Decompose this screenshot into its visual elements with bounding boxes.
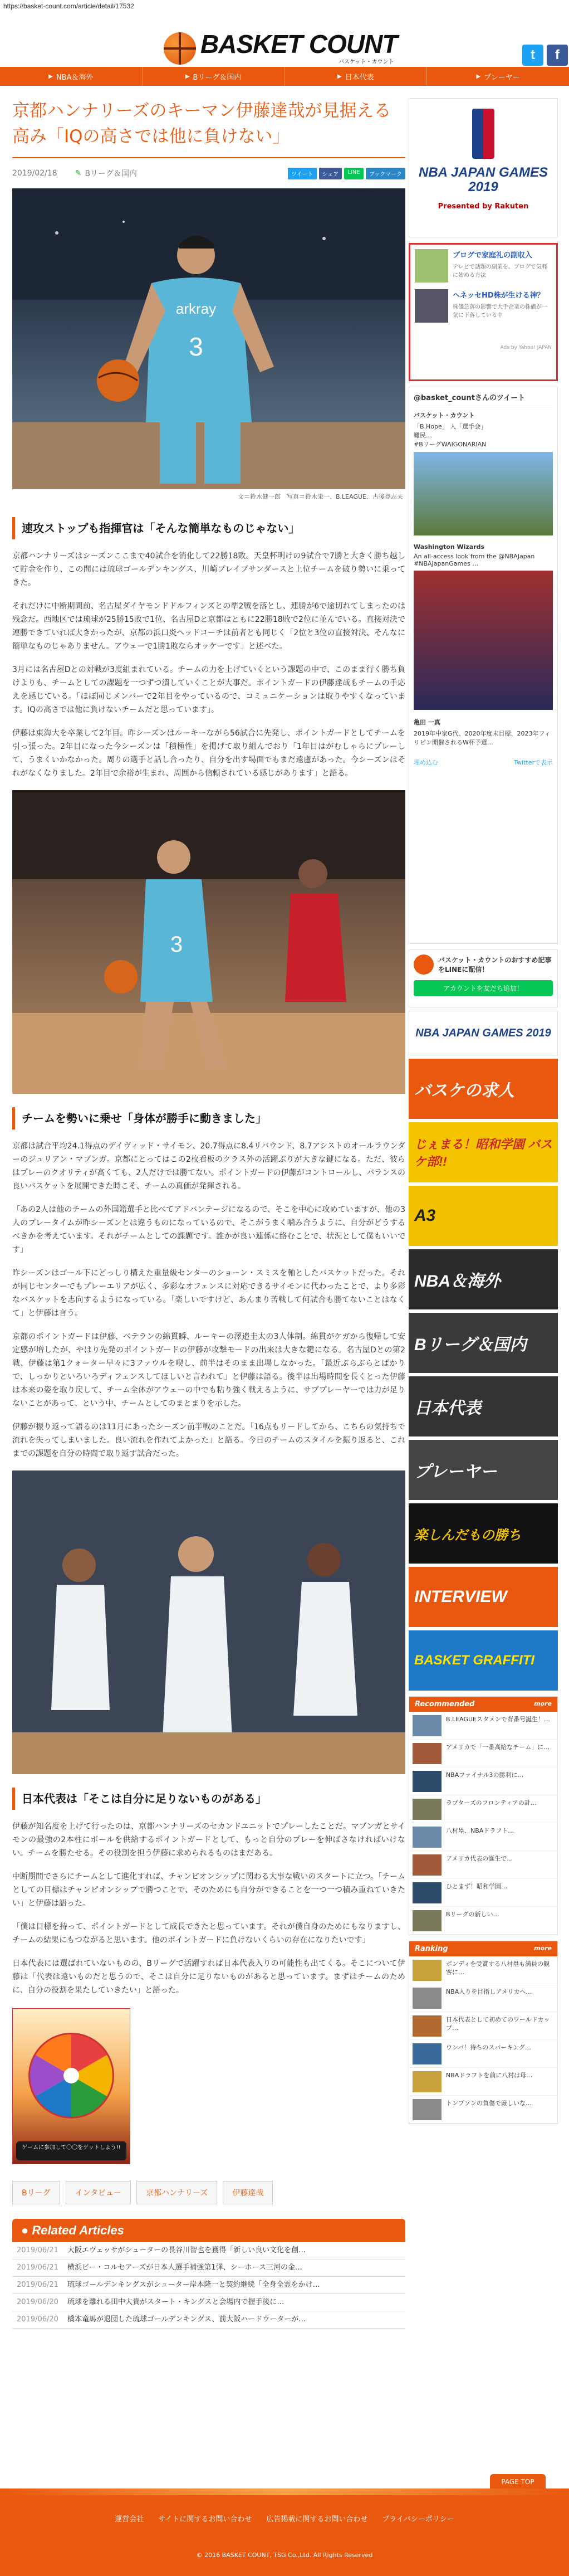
section-heading-3: 日本代表は「そこは自分に足りないものがある」 bbox=[12, 1788, 405, 1810]
copyright: © 2016 BASKET COUNT, TSG Co.,Ltd. All Rights Reserved bbox=[196, 2551, 373, 2559]
paragraph: 日本代表には選ばれていないものの、Bリーグで活躍すれば日本代表入りの可能性も出てくる。そこについて伊藤は「代表は遠いものだと思うので、そこは自分に足りないものがあると思っています。まずはチームのために、自分の役割を果たしていきたい」と語った。 bbox=[12, 1959, 405, 1995]
paragraph: 伊藤が振り返って語るのは11月にあったシーズン前半戦のことだ。「16点もリードしてから、こちらの気持ちで流れを失ってしまいました。良い流れを作れてよかった」と語る。今日のチームのスタイルを振り返ると、これまでの課題を自分の時間で取り返す試合だった。 bbox=[12, 1423, 405, 1458]
paragraph: 「あの2人は他のチームの外国籍選手と比べてアドバンテージになるので、そこを中心に攻めていますが、他の3人のプレータイムが昨シーズンとは違うものになっているので、そこがうまく噛み合うように、自分がどうするべきかを考えています。それがチームとしての課題です。誰かが良い連係に絡むことで、状況として僕もいいです」 bbox=[12, 1205, 405, 1254]
sidebar-list-item[interactable]: 日本代表として初めてのワールドカップ… bbox=[409, 2012, 557, 2040]
paragraph: 中断期間でさらにチームとして進化すれば、チャンピオンシップに関わる大事な戦いのスタートに立つ。「チームとしての目標はチャンピオンシップで勝つことで、そのためにも自分ができることを一つ一つ積み重ねていきたい」と伊藤は語った。 bbox=[12, 1872, 405, 1908]
nba-overseas-banner[interactable]: NBA＆海外 bbox=[409, 1249, 558, 1309]
related-item[interactable]: 2019/06/20 橋本竜馬が退団した琉球ゴールデンキングス、前大阪ハードウーターが… bbox=[12, 2311, 405, 2329]
sidebar-list-item[interactable]: NBA入りを目指しアメリカへ… bbox=[409, 1984, 557, 2012]
thumbnail bbox=[413, 1882, 442, 1903]
paragraph: 伊藤が知名度を上げて行ったのは、京都ハンナリーズのセカンドユニットでプレーしたことだ。マブンガとサイモンの最強の2本柱にボールを供給するポイントガードとして、もっと自分のプレーを伸ばさなければいけない。チームを勝たせる。その役割を担う伊藤に求められるものはまだある。 bbox=[12, 1822, 405, 1858]
share-line[interactable]: LINE bbox=[344, 168, 363, 179]
paragraph: 「僕は目標を持って、ポイントガードとして成長できたと思っています。それが僕自身のためにもなりますし、チームの結果にもつながると思います。他のポイントガードに負けないくらいの存在になりたいです」 bbox=[12, 1922, 405, 1945]
roulette-wheel-icon bbox=[13, 2009, 130, 2164]
paragraph: 京都は試合平均24.1得点のデイヴィッド・サイモン、20.7得点に8.4リバウンド、8.7アシストのオールラウンダーのジュリアン・マブンガ。京都にとってはこの2枚看板のクラス外の活躍ぶりが大きな鍵になる。ただ、彼らはプレーのクオリティが高くても、2人だけでは勝てない。ポイントガードの伊藤がコントロールし、バランスの良いバスケットを展開できた時こそ、チームの真価が発揮される。 bbox=[12, 1142, 405, 1191]
tweet[interactable]: Washington Wizards An all-access look from the @NBAJapan #NBAJapanGames … bbox=[414, 543, 553, 710]
page-top-button[interactable]: PAGE TOP bbox=[490, 2474, 546, 2490]
nba-logo-icon bbox=[472, 109, 494, 159]
jersey-sponsor: arkray bbox=[175, 300, 217, 317]
article bbox=[12, 98, 405, 2329]
tag[interactable]: インタビュー bbox=[66, 2181, 131, 2204]
triangle-icon: ▶ bbox=[48, 73, 53, 80]
thumbnail bbox=[413, 1799, 442, 1820]
tag[interactable]: 京都ハンナリーズ bbox=[136, 2181, 217, 2204]
paragraph: 伊藤は東海大を卒業して2年目。昨シーズンはルーキーながら56試合に先発し、ポイントガードとしてチームを引っ張った。2年目になった今シーズンは「積極性」を掲げて取り組んでおり「1年目はがむしゃらにプレーして、うまくいかなかった。周りの選手と話し合ったり、自分を出す場面でもまだ遠慮があった。今シーズンはそれがなくなりました。2年目で余裕が生まれ、周囲から信頼されている感じがあります」と語る。 bbox=[12, 729, 405, 778]
basketball-icon bbox=[164, 32, 196, 65]
share-tweet[interactable]: ツイート bbox=[288, 168, 317, 179]
sidebar-list-item[interactable]: ボンディを受賞する八村塁も満員の観客に… bbox=[409, 1956, 557, 1984]
sidebar-list-item[interactable]: アメリカ代表の誕生で… bbox=[409, 1851, 557, 1879]
triangle-icon: ▶ bbox=[337, 73, 342, 80]
thumbnail bbox=[413, 1715, 442, 1736]
interview-banner[interactable]: INTERVIEW bbox=[409, 1567, 558, 1627]
game-action-illustration bbox=[12, 790, 405, 1094]
showa-banner[interactable]: じぇまる！昭和学園 バスケ部!! bbox=[409, 1122, 558, 1182]
nav-japan[interactable]: ▶ 日本代表 bbox=[285, 67, 428, 86]
share-facebook[interactable]: シェア bbox=[319, 168, 342, 179]
sidebar-list-item[interactable]: Bリーグの新しい… bbox=[409, 1907, 557, 1935]
thumbnail bbox=[413, 2071, 442, 2092]
basketball-icon bbox=[414, 955, 434, 975]
triangle-icon: ▶ bbox=[476, 73, 481, 80]
team-huddle-illustration bbox=[12, 1470, 405, 1774]
ad-text: ゲームに参加して〇〇をゲットしよう!! bbox=[22, 2145, 121, 2151]
sidebar-list-item[interactable]: NBAファイナル3の勝利に… bbox=[409, 1767, 557, 1795]
recommended-list bbox=[409, 1712, 557, 1935]
sidebar-list-item[interactable]: ひとまず！昭和学園… bbox=[409, 1879, 557, 1907]
sidebar-list-item[interactable]: ウンパ！待ちのスパーキング… bbox=[409, 2040, 557, 2068]
japan-team-banner[interactable]: 日本代表 bbox=[409, 1376, 558, 1436]
tweet-image bbox=[414, 452, 553, 535]
sidebar-list-item[interactable]: トンプソンの負傷で厳しいな… bbox=[409, 2096, 557, 2124]
article-meta bbox=[12, 158, 405, 188]
bleague-banner[interactable]: Bリーグ＆国内 bbox=[409, 1313, 558, 1373]
tag[interactable]: Bリーグ bbox=[12, 2181, 60, 2204]
jersey-number: 3 bbox=[189, 332, 203, 361]
player-illustration bbox=[12, 188, 405, 489]
twitter-icon[interactable]: t bbox=[522, 45, 543, 66]
photo-caption: 文＝鈴木健一郎 写真＝鈴木栄一、B.LEAGUE、古後登志夫 bbox=[238, 493, 403, 500]
sidebar-list-item[interactable]: ラプターズのフロンティアの計… bbox=[409, 1795, 557, 1823]
nav-players[interactable]: ▶ プレーヤー bbox=[476, 73, 520, 82]
main-nav bbox=[0, 67, 569, 86]
footer-link[interactable]: 広告掲載に関するお問い合わせ bbox=[266, 2515, 368, 2524]
paragraph: それだけに中断期間前、名古屋ダイヤモンドドルフィンズとの準2戦を落とし、連勝が6で途切れてしまったのは残念だ。西地区では琉球が25勝15敗で1位、名古屋Dと京都はともに22勝18敗で2位に並んでいる。直接対決で連勝できていれば大きかったが、京都の浜口炎ヘッドコーチは前者とも同じく「2位と3位の直接対決、そんなに簡単なものじゃありません。アウェーで1勝1敗ならオッケーです」と述べた。 bbox=[12, 602, 405, 651]
thumbnail bbox=[413, 1771, 442, 1792]
brand-sub: バスケット・カウント bbox=[338, 59, 394, 65]
tag-list bbox=[12, 2181, 405, 2204]
site-header bbox=[0, 12, 569, 67]
recommended-box: Recommended more B.LEAGUEスタメンで背番号誕生！… アメリカで「一番高給なチーム」に… NBAファイナル3の勝利に… ラプターズのフロンティアの計… 八村塁、NBAドラフト… アメリカ代表の誕生で… ひとまず！昭和学園… Bリーグの新しい… bbox=[409, 1696, 558, 1935]
more-link[interactable]: more bbox=[534, 1700, 552, 1707]
thumbnail bbox=[413, 1854, 442, 1876]
related-item[interactable]: 2019/06/21 琉球ゴールデンキングスがシューター岸本隆一と契約継続「全身全霊をかけ… bbox=[12, 2277, 405, 2294]
footer-decoration bbox=[0, 2489, 569, 2495]
svg-text:3: 3 bbox=[170, 932, 183, 957]
embed-link[interactable]: 埋め込む bbox=[414, 759, 438, 766]
article-photo-3 bbox=[12, 1470, 405, 1774]
share-bookmark[interactable]: ブックマーク bbox=[366, 168, 405, 179]
facebook-icon[interactable]: f bbox=[547, 45, 568, 66]
a3-banner[interactable]: A3 bbox=[409, 1186, 558, 1246]
tweet-image bbox=[414, 571, 553, 710]
related-item[interactable]: 2019/06/21 横浜ビー・コルセアーズが日本人選手補強第1弾、シーホース三河の金… bbox=[12, 2260, 405, 2277]
footer-link[interactable]: 運営会社 bbox=[115, 2515, 144, 2524]
fun-banner[interactable]: 楽しんだもの勝ち bbox=[409, 1503, 558, 1564]
site-logo[interactable] bbox=[164, 31, 397, 65]
footer-link[interactable]: プライバシーポリシー bbox=[382, 2515, 454, 2524]
ad-item[interactable]: ブログで家庭礼の副収入 テレビで話題の副業を、ブログで気軽に始める方法 bbox=[415, 249, 552, 283]
ranking-box: Ranking more ボンディを受賞する八村塁も満員の観客に… NBA入りを目指しアメリカへ… 日本代表として初めてのワールドカップ… ウンパ！待ちのスパーキング… NBAドラフトを前に八村は母… トンプソンの負傷で厳しいな… bbox=[409, 1941, 558, 2124]
pen-icon: ✎ bbox=[75, 169, 82, 178]
paragraph: 京都のポイントガードは伊藤、ベテランの綿貫瞬、ルーキーの澤邉圭太の3人体制。綿貫がケガから復帰して安定感が増したが、やはり先発のポイントガードの伊藤が攻撃モードの出来は大きな鍵になる。名古屋Dとの第2戦、伊藤は第1クォーター早々に3ファウルを喫し、前半はそのまま出場しなかった。「最近ぶらぶらとばかりで、しっかりといろいろディフェンスしてほしいと言われて」と伊藤は語る。後半は出場時間を長くとった伊藤は本来の姿を取り戻して、チーム全体がアウェーの中でも粘り強く戦えるように、サブプレーヤーでは力が足りないことがあって、という中、チームとしてのまとまりを示した。 bbox=[12, 1332, 405, 1408]
nav-nba[interactable]: ▶ NBA＆海外 bbox=[0, 67, 143, 86]
sidebar-list-item[interactable]: アメリカで「一番高給なチーム」に… bbox=[409, 1740, 557, 1767]
article-date: 2019/02/18 bbox=[12, 169, 57, 178]
related-list bbox=[12, 2242, 405, 2329]
article-photo-2 bbox=[12, 790, 405, 1094]
basketball-icon: ● bbox=[21, 2223, 29, 2237]
sidebar bbox=[409, 98, 558, 2124]
thumbnail bbox=[413, 1743, 442, 1764]
article-category[interactable]: ✎ Bリーグ＆国内 bbox=[75, 169, 138, 178]
thumbnail bbox=[413, 2015, 442, 2037]
sidebar-list-item[interactable]: B.LEAGUEスタメンで背番号誕生！… bbox=[409, 1712, 557, 1740]
thumbnail bbox=[413, 1827, 442, 1848]
footer-link[interactable]: サイトに関するお問い合わせ bbox=[158, 2515, 252, 2524]
sidebar-list-item[interactable]: NBAドラフトを前に八村は母… bbox=[409, 2068, 557, 2096]
section-heading-1: 速攻ストップも指揮官は「そんな簡単なものじゃない」 bbox=[12, 517, 405, 539]
ad-thumbnail bbox=[415, 249, 448, 283]
paragraph: 京都ハンナリーズはシーズンここまで40試合を消化して22勝18敗。天皇杯明けの9試合で7勝と大きく勝ち越して貯金を作り、この間には琉球ゴールデンキングス、川崎ブレイブサンダースと上位チームを破り勢いに乗ってきた。 bbox=[12, 552, 405, 587]
brand-name: BASKET COUNT bbox=[200, 30, 398, 59]
related-item[interactable]: 2019/06/21 大阪エヴェッサがシューターの長谷川智也を獲得「新しい良い文化を創… bbox=[12, 2242, 405, 2260]
ad-item[interactable]: ヘネッセHD株が生ける神？ 株価急落の影響で大手企業の株価が一気に下落している中 bbox=[415, 289, 552, 323]
line-follow-box: バスケット・カウントのおすすめ記事をLINEに配信！ アカウントを友だち追加！ bbox=[409, 949, 558, 1007]
thumbnail bbox=[413, 2043, 442, 2064]
tweet[interactable]: バスケット・カウント 「B.Hope」 人「選手会」 難民… #BリーグWAIGONARIAN bbox=[414, 411, 553, 535]
paragraph: 昨シーズンはゴール下にどっしり構えた重量級センターのショーン・スミスを軸としたバスケットだった。それが同じセンターでもプレーエリアが広く、多彩なオフェンスに対応できるサイモンに代わったことで、より多彩なバスケットを志向するようになっている。「楽しいですけど、あんまり苦戦して何試合も勝てないことはなくて」と伊藤は言う。 bbox=[12, 1269, 405, 1318]
nba-japan-games-banner[interactable]: NBA JAPAN GAMES 2019 Presented by Rakuten bbox=[409, 98, 558, 237]
tweet[interactable]: 亀田 一真 2019年中家G代、2020年度末目標、2023年フィリピン開催されるW杯予選… bbox=[414, 719, 551, 746]
job-banner[interactable]: バスケの求人 bbox=[409, 1059, 558, 1119]
players-banner[interactable]: プレーヤー bbox=[409, 1440, 558, 1500]
section-heading-2: チームを勢いに乗せ「身体が勝手に動きました」 bbox=[12, 1107, 405, 1129]
nba-games-banner[interactable]: NBA JAPAN GAMES 2019 bbox=[409, 1011, 558, 1055]
url-bar: https://basket-count.com/article/detail/17532 bbox=[3, 2, 134, 10]
thumbnail bbox=[413, 1988, 442, 2009]
ranking-list bbox=[409, 1956, 557, 2124]
article-hero-photo bbox=[12, 188, 405, 489]
graffiti-banner[interactable]: BASKET GRAFFITI bbox=[409, 1630, 558, 1691]
thumbnail bbox=[413, 1960, 442, 1981]
article-title: 京都ハンナリーズのキーマン伊藤達哉が見据える高み「IQの高さでは他に負けない」 bbox=[12, 98, 405, 158]
related-item[interactable]: 2019/06/20 琉球を離れる田中大貴がスタート・キングスと会場内で握手後に… bbox=[12, 2294, 405, 2311]
more-link[interactable]: more bbox=[534, 1945, 552, 1952]
share-buttons bbox=[288, 168, 405, 179]
site-footer bbox=[0, 2495, 569, 2576]
view-on-twitter-link[interactable]: Twitterで表示 bbox=[514, 759, 553, 766]
tag[interactable]: 伊藤達哉 bbox=[223, 2181, 273, 2204]
thumbnail bbox=[413, 1910, 442, 1931]
paragraph: 3月には名古屋Dとの対戦が3度組まれている。チームの力を上げていくという課題の中で、このまま行く勝ち負けよりも、チームとしての課題を一つずつ潰していくことが大事だ。ポイントガードの伊藤達哉もチームの手応えを感じている。「ほぼ同じメンバーで2年目をやっているので、コミュニケーションは取りやすくなっています。IQの高さでは他に負けないチームだと思っています」。 bbox=[12, 665, 405, 714]
nav-bleague[interactable]: ▶ Bリーグ＆国内 bbox=[143, 67, 285, 86]
roulette-ad[interactable] bbox=[12, 2008, 130, 2164]
related-articles-header: ● Related Articles bbox=[12, 2219, 405, 2242]
twitter-timeline: @basket_countさんのツイート バスケット・カウント 「B.Hope」 人「選手会」 難民… #BリーグWAIGONARIAN Washington Wizards An all-access look from the @NBAJapan #NBAJapanGames … 亀田 一真 2019年中家G代、2020年度末目標、2023年フィリピン開催されるW杯予選… 埋め込む Twitterで表示 bbox=[409, 387, 558, 944]
thumbnail bbox=[413, 2099, 442, 2120]
triangle-icon: ▶ bbox=[185, 73, 190, 80]
sidebar-list-item[interactable]: 八村塁、NBAドラフト… bbox=[409, 1823, 557, 1851]
line-add-friend-button[interactable]: アカウントを友だち追加！ bbox=[414, 980, 553, 996]
yahoo-ad-box: ブログで家庭礼の副収入 テレビで話題の副業を、ブログで気軽に始める方法 ヘネッセHD株が生ける神？ 株価急落の影響で大手企業の株価が一気に下落している中 Ads by Yahoo! JAPAN bbox=[409, 243, 558, 381]
ad-thumbnail bbox=[415, 289, 448, 323]
